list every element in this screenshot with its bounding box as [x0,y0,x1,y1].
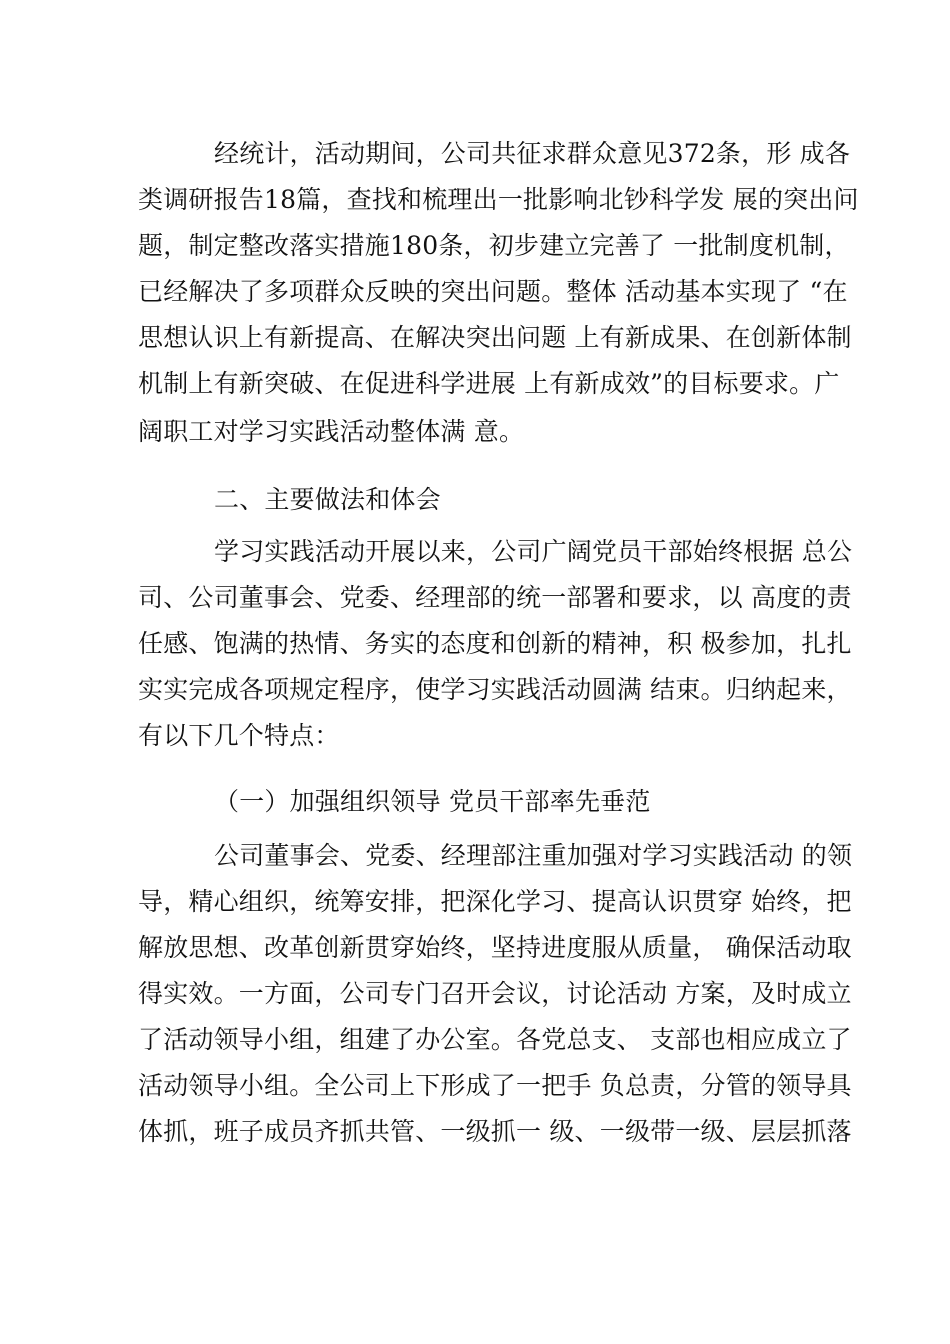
paragraph-3-line-1: 公司董事会、党委、经理部注重加强对学习实践活动 的领 [214,841,853,870]
paragraph-3-line-5: 了活动领导小组，组建了办公室。各党总支、 支部也相应成立了 [138,1025,852,1054]
paragraph-1-line-7: 阔职工对学习实践活动整体满 意。 [138,417,525,446]
paragraph-2-line-4: 实实完成各项规定程序，使学习实践活动圆满 结束。归纳起来， [138,675,852,704]
paragraph-3-line-7: 体抓，班子成员齐抓共管、一级抓一 级、一级带一级、层层抓落 [138,1117,852,1146]
paragraph-1-line-1: 经统计，活动期间，公司共征求群众意见372条，形 成各 [214,139,851,168]
paragraph-2-line-2: 司、公司董事会、党委、经理部的统一部署和要求，以 高度的责 [138,583,852,612]
subsection-heading: （一）加强组织领导 党员干部率先垂范 [214,787,651,816]
paragraph-1-line-5: 思想认识上有新提高、在解决突出问题 上有新成果、在创新体制 [138,323,852,352]
paragraph-1-line-6: 机制上有新突破、在促进科学进展 上有新成效”的目标要求。广 [138,369,840,398]
paragraph-1-line-3: 题，制定整改落实措施180条，初步建立完善了 一批制度机制， [138,231,850,260]
paragraph-2-line-1: 学习实践活动开展以来，公司广阔党员干部始终根据 总公 [214,537,853,566]
paragraph-3-line-4: 得实效。一方面，公司专门召开会议，讨论活动 方案，及时成立 [138,979,852,1008]
paragraph-1-line-2: 类调研报告18篇，查找和梳理出一批影响北钞科学发 展的突出问 [138,185,859,214]
paragraph-3-line-6: 活动领导小组。全公司上下形成了一把手 负总责，分管的领导具 [138,1071,852,1100]
paragraph-3-line-3: 解放思想、改革创新贯穿始终，坚持进度服从质量， 确保活动取 [138,933,852,962]
section-heading: 二、主要做法和体会 [214,485,441,514]
paragraph-2-line-3: 任感、饱满的热情、务实的态度和创新的精神，积 极参加，扎扎 [138,629,852,658]
paragraph-2-line-5: 有以下几个特点： [138,721,340,750]
paragraph-1-line-4: 已经解决了多项群众反映的突出问题。整体 活动基本实现了 “在 [138,277,848,306]
paragraph-3-line-2: 导，精心组织，统筹安排，把深化学习、提高认识贯穿 始终，把 [138,887,852,916]
